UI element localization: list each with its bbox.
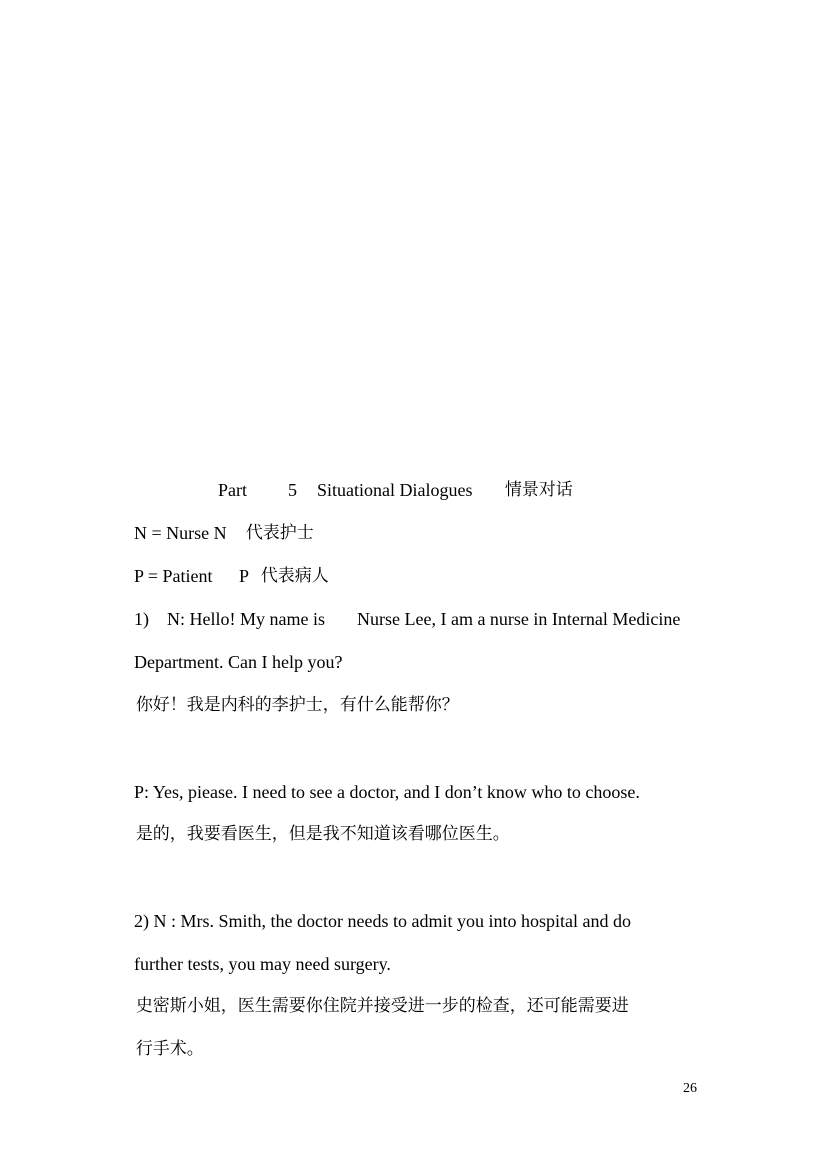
dialogue-2-translation-text-2: 行手术。 — [135, 1039, 204, 1059]
dialogue-patient-line — [125, 759, 640, 803]
dialogue-patient-translation-text: 是的，我要看医生，但是我不知道该看哪位医生。 — [135, 824, 510, 844]
dialogue-1-speaker-line-b: Nurse Lee, I am a nurse in Internal Medicine — [357, 609, 681, 629]
legend-patient-marker: P — [239, 566, 250, 586]
dialogue-1-continuation: Department. Can I help you? — [134, 652, 343, 672]
legend-nurse-en: N = Nurse N — [134, 523, 227, 543]
heading-title-zh: 情景对话 — [504, 480, 573, 500]
legend-nurse-zh: 代表护士 — [245, 523, 314, 543]
heading-part-number: 5 — [288, 480, 297, 500]
legend-patient-en: P = Patient — [134, 566, 213, 586]
page-number — [683, 1081, 697, 1097]
dialogue-2-text-2: further tests, you may need surgery. — [134, 954, 391, 974]
dialogue-2-line-2 — [125, 931, 391, 975]
legend-patient — [125, 543, 213, 587]
legend-patient-zh-wrap — [250, 543, 329, 587]
dialogue-2-translation-2 — [125, 1016, 204, 1060]
dialogue-2-translation-1 — [125, 973, 629, 1017]
heading-part-label: Part — [218, 480, 247, 500]
heading-number-wrap — [279, 457, 297, 501]
dialogue-1-translation — [125, 672, 459, 716]
section-heading — [209, 457, 247, 501]
dialogue-1-line-2 — [125, 629, 342, 673]
legend-nurse — [125, 500, 227, 544]
dialogue-2-text-1: 2) N : Mrs. Smith, the doctor needs to admit you into hospital and do — [134, 911, 631, 931]
dialogue-1-line-1b — [348, 586, 680, 630]
heading-title-wrap — [308, 457, 472, 501]
dialogue-1-line-1a — [125, 586, 325, 630]
legend-nurse-zh-wrap — [235, 500, 314, 544]
dialogue-2-line-1 — [125, 888, 631, 932]
heading-title-en: Situational Dialogues — [317, 480, 473, 500]
page-number-text: 26 — [683, 1081, 697, 1096]
legend-patient-zh: 代表病人 — [260, 566, 329, 586]
dialogue-1-translation-text: 你好！我是内科的李护士，有什么能帮你？ — [135, 695, 459, 715]
heading-title-zh-wrap — [494, 457, 573, 501]
dialogue-2-translation-text-1: 史密斯小姐，医生需要你住院并接受进一步的检查，还可能需要进 — [135, 996, 629, 1016]
legend-patient-marker-wrap — [230, 543, 249, 587]
dialogue-patient-translation — [125, 801, 510, 845]
dialogue-1-speaker-line-a: 1) N: Hello! My name is — [134, 609, 325, 629]
dialogue-patient-text: P: Yes, piease. I need to see a doctor, and I don’t know who to choose. — [134, 782, 640, 802]
